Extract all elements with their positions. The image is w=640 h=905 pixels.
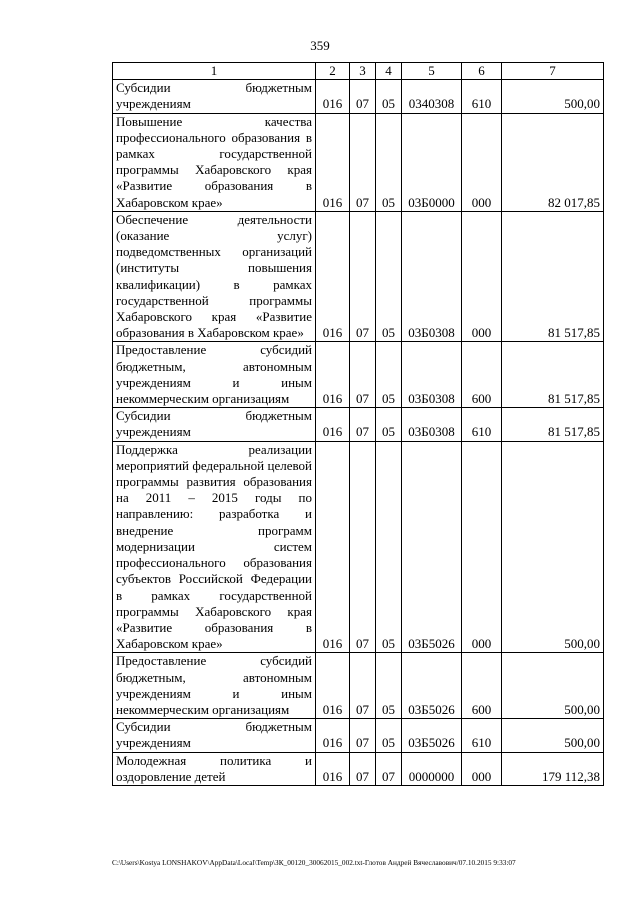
table-row xyxy=(113,719,604,752)
row-target-code: 03Б5026 xyxy=(402,653,462,719)
row-name: Поддержка реализации мероприятий федеральной целевой программы развития образования на 2011 – 2015 годы по направлению: разработка и внедрение программ модернизации систем профессионального образования субъектов Российской Федерации в рамках государственной программы Хабаровского края «Развитие образования в Хабаровском крае» xyxy=(113,441,316,653)
row-subsection-code: 05 xyxy=(376,113,402,211)
row-amount: 500,00 xyxy=(502,80,604,113)
table-row xyxy=(113,211,604,342)
row-expense-type: 000 xyxy=(462,752,502,785)
page-number: 359 xyxy=(310,38,330,53)
header-col-2: 2 xyxy=(316,63,350,80)
row-subsection-code: 05 xyxy=(376,80,402,113)
row-name: Молодежная политика и оздоровление детей xyxy=(113,752,316,785)
row-target-code: 0000000 xyxy=(402,752,462,785)
row-name: Субсидии бюджетным учреждениям xyxy=(113,408,316,441)
row-target-code: 03Б0308 xyxy=(402,211,462,342)
row-section-code: 07 xyxy=(350,113,376,211)
header-col-4: 4 xyxy=(376,63,402,80)
row-ministry-code: 016 xyxy=(316,408,350,441)
row-target-code: 03Б5026 xyxy=(402,441,462,653)
row-expense-type: 610 xyxy=(462,408,502,441)
row-section-code: 07 xyxy=(350,752,376,785)
table-row xyxy=(113,80,604,113)
header-col-6: 6 xyxy=(462,63,502,80)
row-target-code: 03Б5026 xyxy=(402,719,462,752)
table-row xyxy=(113,441,604,653)
row-amount: 82 017,85 xyxy=(502,113,604,211)
row-ministry-code: 016 xyxy=(316,719,350,752)
row-subsection-code: 05 xyxy=(376,211,402,342)
row-ministry-code: 016 xyxy=(316,80,350,113)
row-expense-type: 600 xyxy=(462,342,502,408)
row-amount: 500,00 xyxy=(502,653,604,719)
row-amount: 81 517,85 xyxy=(502,408,604,441)
row-target-code: 03Б0308 xyxy=(402,408,462,441)
row-name: Субсидии бюджетным учреждениям xyxy=(113,719,316,752)
table-row xyxy=(113,342,604,408)
row-target-code: 03Б0000 xyxy=(402,113,462,211)
row-subsection-code: 07 xyxy=(376,752,402,785)
row-section-code: 07 xyxy=(350,342,376,408)
row-section-code: 07 xyxy=(350,408,376,441)
row-amount: 500,00 xyxy=(502,719,604,752)
row-amount: 500,00 xyxy=(502,441,604,653)
row-subsection-code: 05 xyxy=(376,719,402,752)
file-path-footer: C:\Users\Kostya LONSHAKOV\AppData\Local\Temp\ЗК_00120_30062015_002.txt-Глотов Андрей Вячеславович/07.10.2015 9:33:07 xyxy=(112,858,516,867)
row-ministry-code: 016 xyxy=(316,211,350,342)
row-name: Обеспечение деятельности (оказание услуг) подведомственных организаций (институты повышения квалификации) в рамках государственной программы Хабаровского края «Развитие образования в Хабаровском крае» xyxy=(113,211,316,342)
row-expense-type: 000 xyxy=(462,113,502,211)
row-ministry-code: 016 xyxy=(316,113,350,211)
row-amount: 81 517,85 xyxy=(502,342,604,408)
row-section-code: 07 xyxy=(350,211,376,342)
row-amount: 179 112,38 xyxy=(502,752,604,785)
row-subsection-code: 05 xyxy=(376,653,402,719)
table-row xyxy=(113,408,604,441)
header-row xyxy=(113,63,604,80)
row-target-code: 03Б0308 xyxy=(402,342,462,408)
header-col-7: 7 xyxy=(502,63,604,80)
row-section-code: 07 xyxy=(350,80,376,113)
table-row xyxy=(113,113,604,211)
row-ministry-code: 016 xyxy=(316,752,350,785)
row-section-code: 07 xyxy=(350,719,376,752)
row-expense-type: 000 xyxy=(462,441,502,653)
row-ministry-code: 016 xyxy=(316,653,350,719)
row-name: Предоставление субсидий бюджетным, автономным учреждениям и иным некоммерческим организациям xyxy=(113,342,316,408)
budget-table xyxy=(112,62,604,786)
row-subsection-code: 05 xyxy=(376,408,402,441)
row-ministry-code: 016 xyxy=(316,441,350,653)
header-col-5: 5 xyxy=(402,63,462,80)
row-expense-type: 600 xyxy=(462,653,502,719)
row-target-code: 0340308 xyxy=(402,80,462,113)
header-col-3: 3 xyxy=(350,63,376,80)
row-subsection-code: 05 xyxy=(376,441,402,653)
row-name: Предоставление субсидий бюджетным, автономным учреждениям и иным некоммерческим организациям xyxy=(113,653,316,719)
row-name: Повышение качества профессионального образования в рамках государственной программы Хабаровского края «Развитие образования в Хабаровском крае» xyxy=(113,113,316,211)
table-row xyxy=(113,653,604,719)
row-ministry-code: 016 xyxy=(316,342,350,408)
row-expense-type: 610 xyxy=(462,80,502,113)
row-section-code: 07 xyxy=(350,653,376,719)
row-expense-type: 000 xyxy=(462,211,502,342)
row-amount: 81 517,85 xyxy=(502,211,604,342)
row-expense-type: 610 xyxy=(462,719,502,752)
row-section-code: 07 xyxy=(350,441,376,653)
table-row xyxy=(113,752,604,785)
row-name: Субсидии бюджетным учреждениям xyxy=(113,80,316,113)
header-col-1: 1 xyxy=(113,63,316,80)
row-subsection-code: 05 xyxy=(376,342,402,408)
